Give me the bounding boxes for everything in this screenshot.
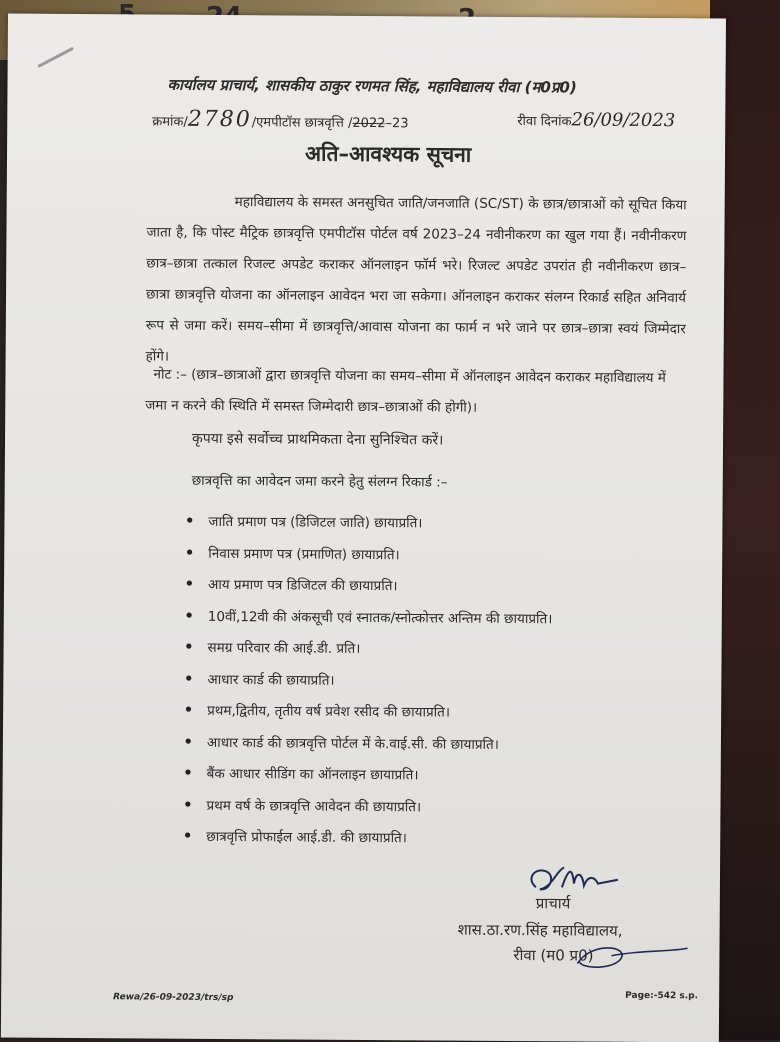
priority-request: कृपया इसे सर्वोच्च प्राथमिकता देना सुनिश्चित करें। bbox=[191, 430, 444, 449]
date-handwritten: 26/09/2023 bbox=[571, 109, 676, 132]
list-item: • आधार कार्ड की छात्रवृत्ति पोर्टल में के.वाई.सी. की छायाप्रति। bbox=[181, 729, 552, 763]
list-item: • जाति प्रमाण पत्र (डिजिटल जाति) छायाप्रति। bbox=[182, 509, 553, 543]
list-item: • प्रथम,द्वितीय, तृतीय वर्ष प्रवेश रसीद की छायाप्रति। bbox=[181, 698, 552, 732]
notice-note: नोट :– (छात्र–छात्राओं द्वारा छात्रवृत्ति योजना का समय–सीमा में ऑनलाइन आवेदन कराकर महाविद्यालय में जमा न करने की स्थिति में समस्त जिम्मेदारी छात्र–छात्राओं की होगी)। bbox=[145, 366, 666, 416]
notice-title: अति–आवश्यक सूचना bbox=[304, 141, 472, 167]
signatory-place: रीवा (म0 प्र0) bbox=[513, 946, 594, 965]
letterhead: कार्यालय प्राचार्य, शासकीय ठाकुर रणमत सिंह, महाविद्यालय रीवा (म0प्र0) bbox=[167, 75, 577, 97]
reference-handwritten-number: 2780 bbox=[187, 106, 252, 133]
reference-year-struck: 2022 bbox=[352, 115, 386, 132]
signatory-title: प्राचार्य bbox=[535, 894, 571, 913]
list-item: • आधार कार्ड की छायाप्रति। bbox=[181, 666, 552, 700]
list-item: • छात्रवृत्ति प्रोफाईल आई.डी. की छायाप्रति। bbox=[180, 824, 551, 858]
issue-date bbox=[517, 109, 675, 131]
list-item: • प्रथम वर्ष के छात्रवृत्ति आवेदन की छायाप्रति। bbox=[180, 792, 551, 826]
list-item: • 10वीं,12वी की अंकसूची एवं स्नातक/स्नोत्कोत्तर अन्तिम की छायाप्रति। bbox=[182, 603, 553, 637]
footer-page: Page:-542 s.p. bbox=[625, 990, 699, 1002]
reference-number bbox=[152, 107, 408, 134]
reference-prefix: क्रमांक/ bbox=[152, 114, 188, 130]
records-heading: छात्रवृत्ति का आवेदन जमा करने हेतु संलग्न रिकार्ड :– bbox=[191, 472, 448, 491]
list-item: • बैंक आधार सीडिंग का ऑनलाइन छायाप्रति। bbox=[181, 761, 552, 795]
date-prefix: रीवा दिनांक bbox=[517, 114, 572, 130]
signatory-college: शास.ठा.रण.सिंह महाविद्यालय, bbox=[457, 920, 623, 940]
list-item: • समग्र परिवार की आई.डी. प्रति। bbox=[181, 635, 552, 669]
reference-middle: /एमपीटॉस छात्रवृत्ति / bbox=[251, 115, 353, 131]
initials-scribble bbox=[571, 935, 691, 976]
notice-body: महाविद्यालय के समस्त अनसुचित जाति/जनजाति (SC/ST) के छात्र/छात्राओं को सूचित किया जाता है, कि पोस्ट मैट्रिक छात्रवृत्ति एमपीटॉस पोर्टल वर्ष 2023–24 नवीनीकरण का खुल गया हैं। नवीनीकरण छात्र–छात्रा तत्काल रिजल्ट अपडेट कराकर ऑनलाइन फॉर्म भरे। रिजल्ट अपडेट उपरांत ही नवीनीकरण छात्र–छात्रा छात्रवृत्ति योजना का ऑनलाइन आवेदन भरा जा सकेगा। ऑनलाइन कराकर संलग्न रिकार्ड सहित अनिवार्य रूप से जमा करें। समय–सीमा में छात्रवृत्ति/आवास योजना का फार्म न भरे जाने पर छात्र–छात्रा स्वयं जिम्मेदार होंगे। bbox=[145, 194, 687, 365]
records-list bbox=[180, 509, 553, 858]
list-item: • आय प्रमाण पत्र डिजिटल की छायाप्रति। bbox=[182, 572, 553, 606]
reference-year: –23 bbox=[385, 116, 409, 132]
notice-paper bbox=[1, 13, 726, 1042]
list-item: • निवास प्रमाण पत्र (प्रमाणित) छायाप्रति। bbox=[182, 540, 553, 574]
pin-mark bbox=[37, 47, 74, 68]
footer-reference: Rewa/26-09-2023/trs/sp bbox=[113, 992, 234, 1004]
